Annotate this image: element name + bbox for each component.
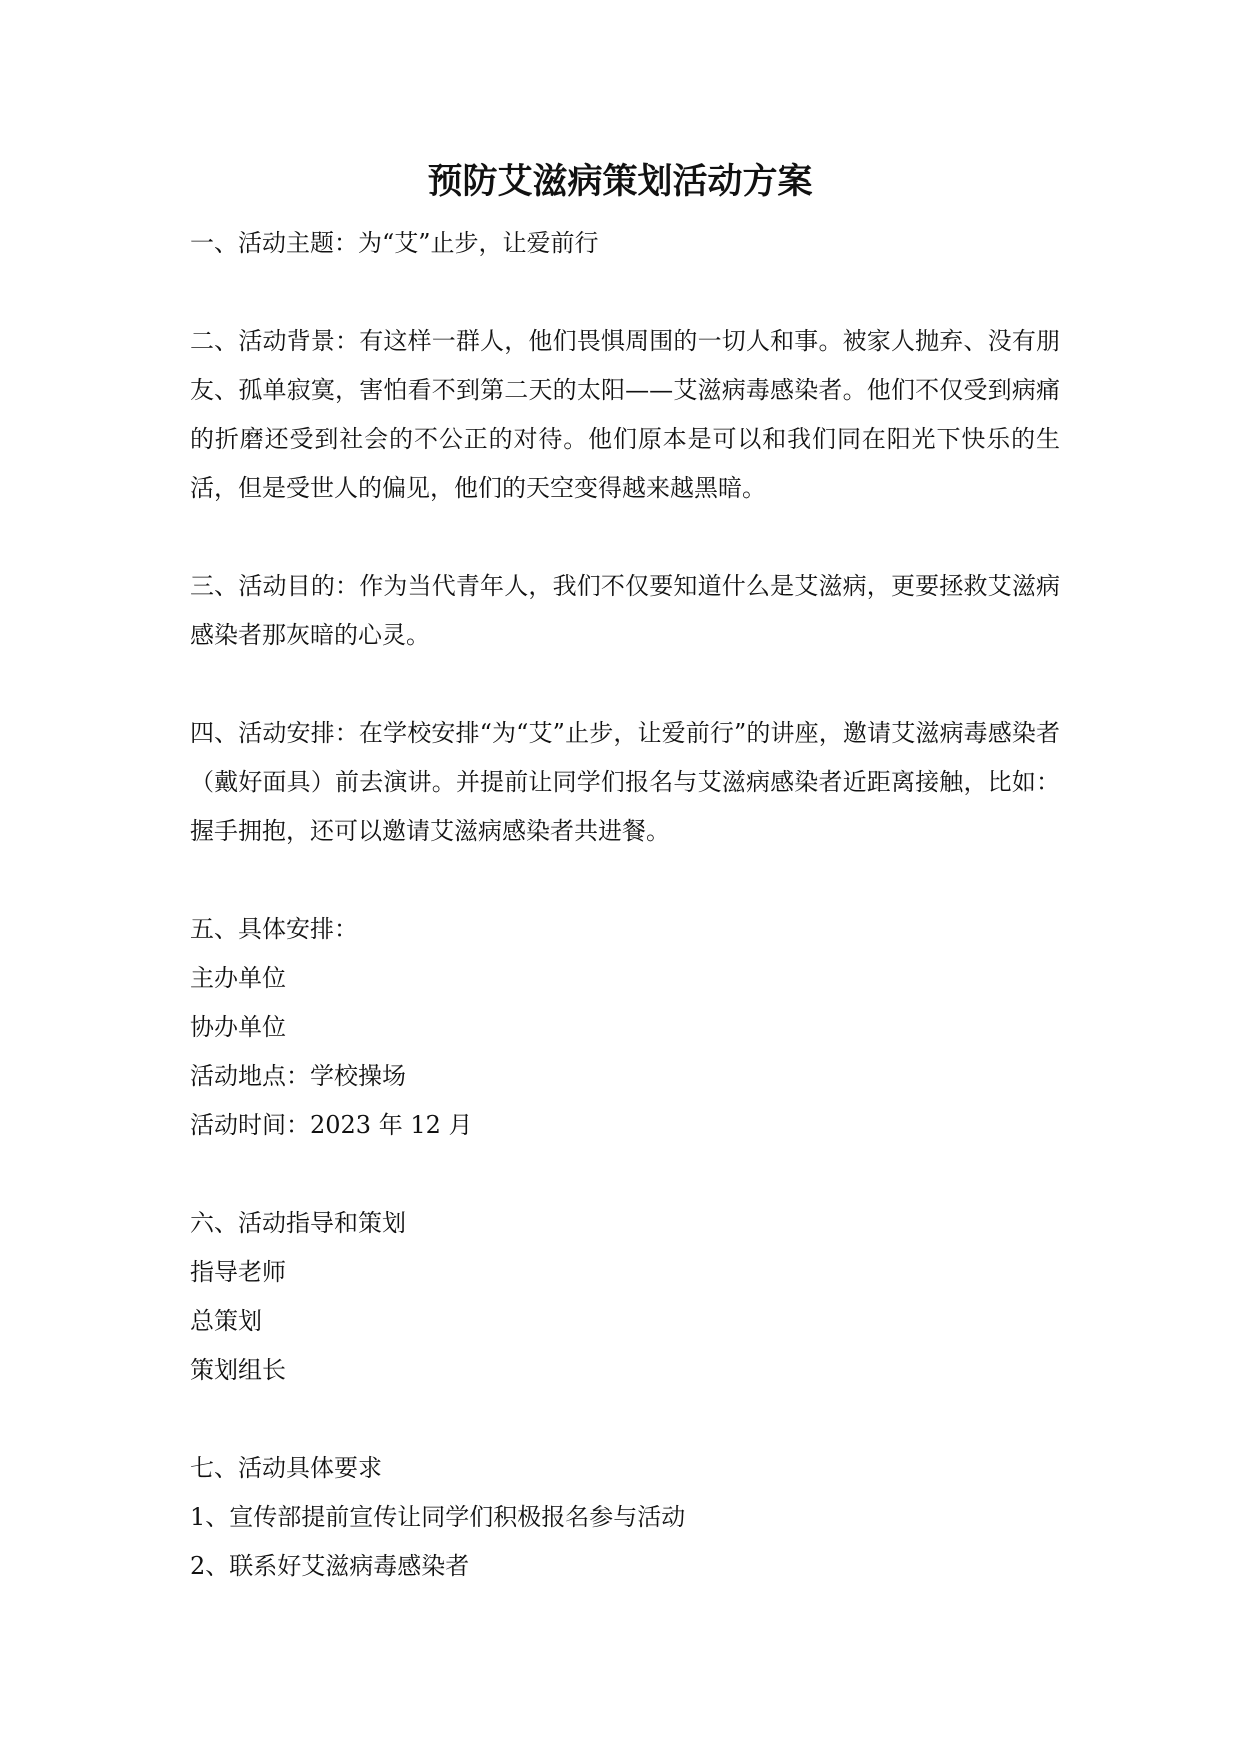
section-arrangement: 四、活动安排：在学校安排“为“艾”止步，让爱前行”的讲座，邀请艾滋病毒感染者（戴好面具）前去演讲。并提前让同学们报名与艾滋病感染者近距离接触，比如：握手拥抱，还可以邀请艾滋病感染者共进餐。 <box>190 719 1060 845</box>
requirements-item-2: 2、联系好艾滋病毒感染者 <box>190 1552 470 1580</box>
paragraph-gap <box>190 660 1060 709</box>
details-item-location: 活动地点：学校操场 <box>190 1062 406 1090</box>
section-theme: 一、活动主题：为“艾”止步，让爱前行 <box>190 229 599 257</box>
details-item-host: 主办单位 <box>190 964 286 992</box>
requirements-item-1: 1、宣传部提前宣传让同学们积极报名参与活动 <box>190 1503 686 1531</box>
section-requirements-heading: 七、活动具体要求 <box>190 1454 382 1482</box>
guidance-item-chief-planner: 总策划 <box>190 1307 262 1335</box>
guidance-item-team-leader: 策划组长 <box>190 1356 286 1384</box>
paragraph-gap <box>190 1150 1060 1199</box>
section-background: 二、活动背景：有这样一群人，他们畏惧周围的一切人和事。被家人抛弃、没有朋友、孤单寂寞，害怕看不到第二天的太阳——艾滋病毒感染者。他们不仅受到病痛的折磨还受到社会的不公正的对待。他们原本是可以和我们同在阳光下快乐的生活，但是受世人的偏见，他们的天空变得越来越黑暗。 <box>190 327 1060 502</box>
document-title: 预防艾滋病策划活动方案 <box>427 162 813 202</box>
paragraph-gap <box>190 268 1060 317</box>
section-guidance-heading: 六、活动指导和策划 <box>190 1209 406 1237</box>
paragraph-gap <box>190 513 1060 562</box>
guidance-item-advisor: 指导老师 <box>190 1258 286 1286</box>
document-body <box>190 219 1060 1591</box>
paragraph-gap <box>190 856 1060 905</box>
section-purpose: 三、活动目的：作为当代青年人，我们不仅要知道什么是艾滋病，更要拯救艾滋病感染者那灰暗的心灵。 <box>190 572 1060 649</box>
paragraph-gap <box>190 1395 1060 1444</box>
details-item-time: 活动时间：2023 年 12 月 <box>190 1111 473 1139</box>
section-details-heading: 五、具体安排： <box>190 915 358 943</box>
details-item-co-host: 协办单位 <box>190 1013 286 1041</box>
